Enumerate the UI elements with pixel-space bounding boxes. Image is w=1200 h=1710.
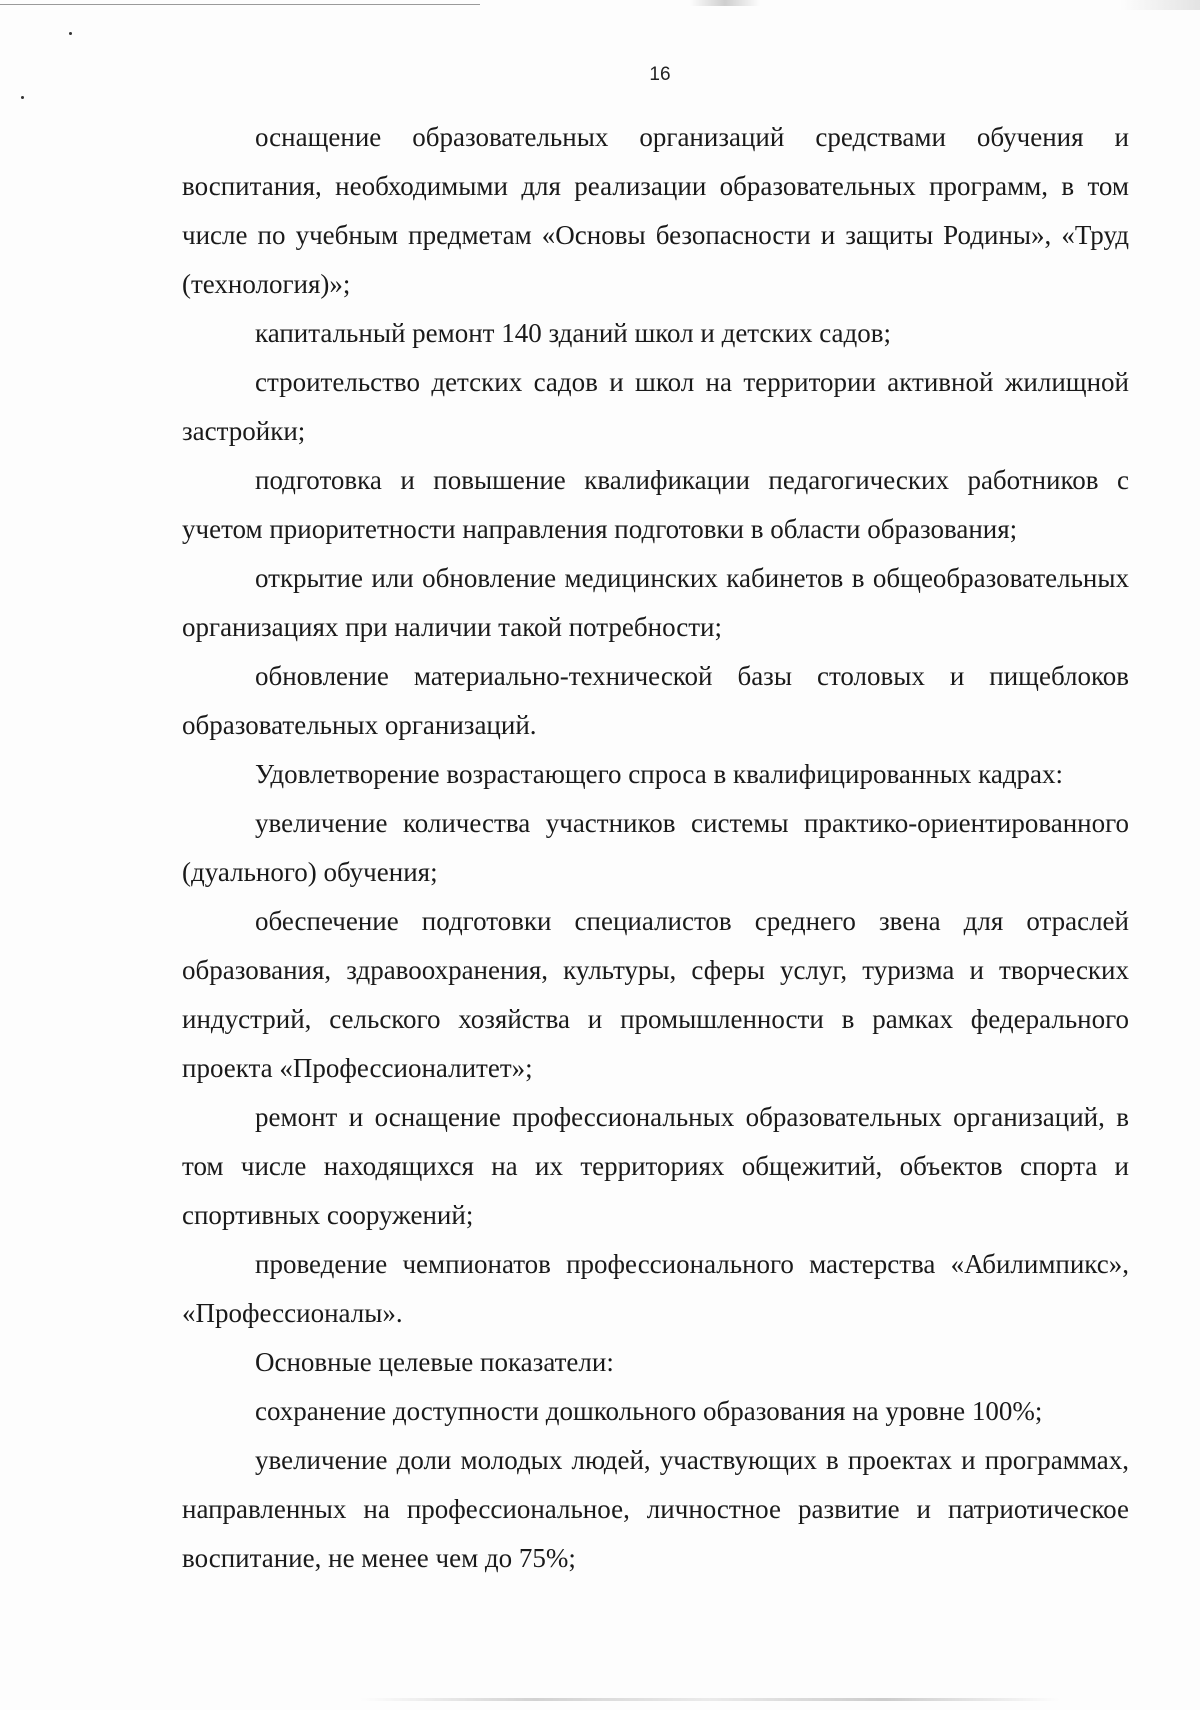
paragraph: Удовлетворение возрастающего спроса в квалифицированных кадрах: xyxy=(255,759,1064,789)
paragraph: Основные целевые показатели: xyxy=(255,1347,614,1377)
paragraph: строительство детских садов и школ на территории активной жилищной застройки; xyxy=(182,367,1129,446)
scan-artifact-bottom-line xyxy=(360,1698,1060,1701)
paragraph: проведение чемпионатов профессионального мастерства «Абилимпикс», «Профессионалы». xyxy=(182,1249,1129,1328)
paragraph: сохранение доступности дошкольного образования на уровне 100%; xyxy=(255,1396,1043,1426)
paragraph: обеспечение подготовки специалистов среднего звена для отраслей образования, здравоохранения, культуры, сферы услуг, туризма и творческих индустрий, сельского хозяйства и промышленности в рамках федерального проекта «Профессионалитет»; xyxy=(182,906,1129,1083)
document-body xyxy=(182,113,1129,1583)
scan-artifact-dot xyxy=(21,96,24,99)
scan-artifact-corner-smudge xyxy=(1120,0,1200,10)
scan-artifact-top-smudge xyxy=(690,0,760,6)
paragraph: увеличение количества участников системы практико-ориентированного (дуального) обучения; xyxy=(182,808,1129,887)
scan-artifact-dot xyxy=(69,32,72,35)
paragraph: обновление материально-технической базы столовых и пищеблоков образовательных организаций. xyxy=(182,661,1129,740)
paragraph: увеличение доли молодых людей, участвующих в проектах и программах, направленных на профессиональное, личностное развитие и патриотическое воспитание, не менее чем до 75%; xyxy=(182,1445,1129,1573)
page-number: 16 xyxy=(649,64,671,85)
paragraph: капитальный ремонт 140 зданий школ и детских садов; xyxy=(255,318,892,348)
scan-artifact-top-line xyxy=(0,4,480,5)
paragraph: оснащение образовательных организаций средствами обучения и воспитания, необходимыми для реализации образовательных программ, в том числе по учебным предметам «Основы безопасности и защиты Родины», «Труд (технология)»; xyxy=(182,122,1129,299)
paragraph: подготовка и повышение квалификации педагогических работников с учетом приоритетности направления подготовки в области образования; xyxy=(182,465,1129,544)
paragraph: ремонт и оснащение профессиональных образовательных организаций, в том числе находящихся на их территориях общежитий, объектов спорта и спортивных сооружений; xyxy=(182,1102,1129,1230)
paragraph: открытие или обновление медицинских кабинетов в общеобразовательных организациях при наличии такой потребности; xyxy=(182,563,1129,642)
